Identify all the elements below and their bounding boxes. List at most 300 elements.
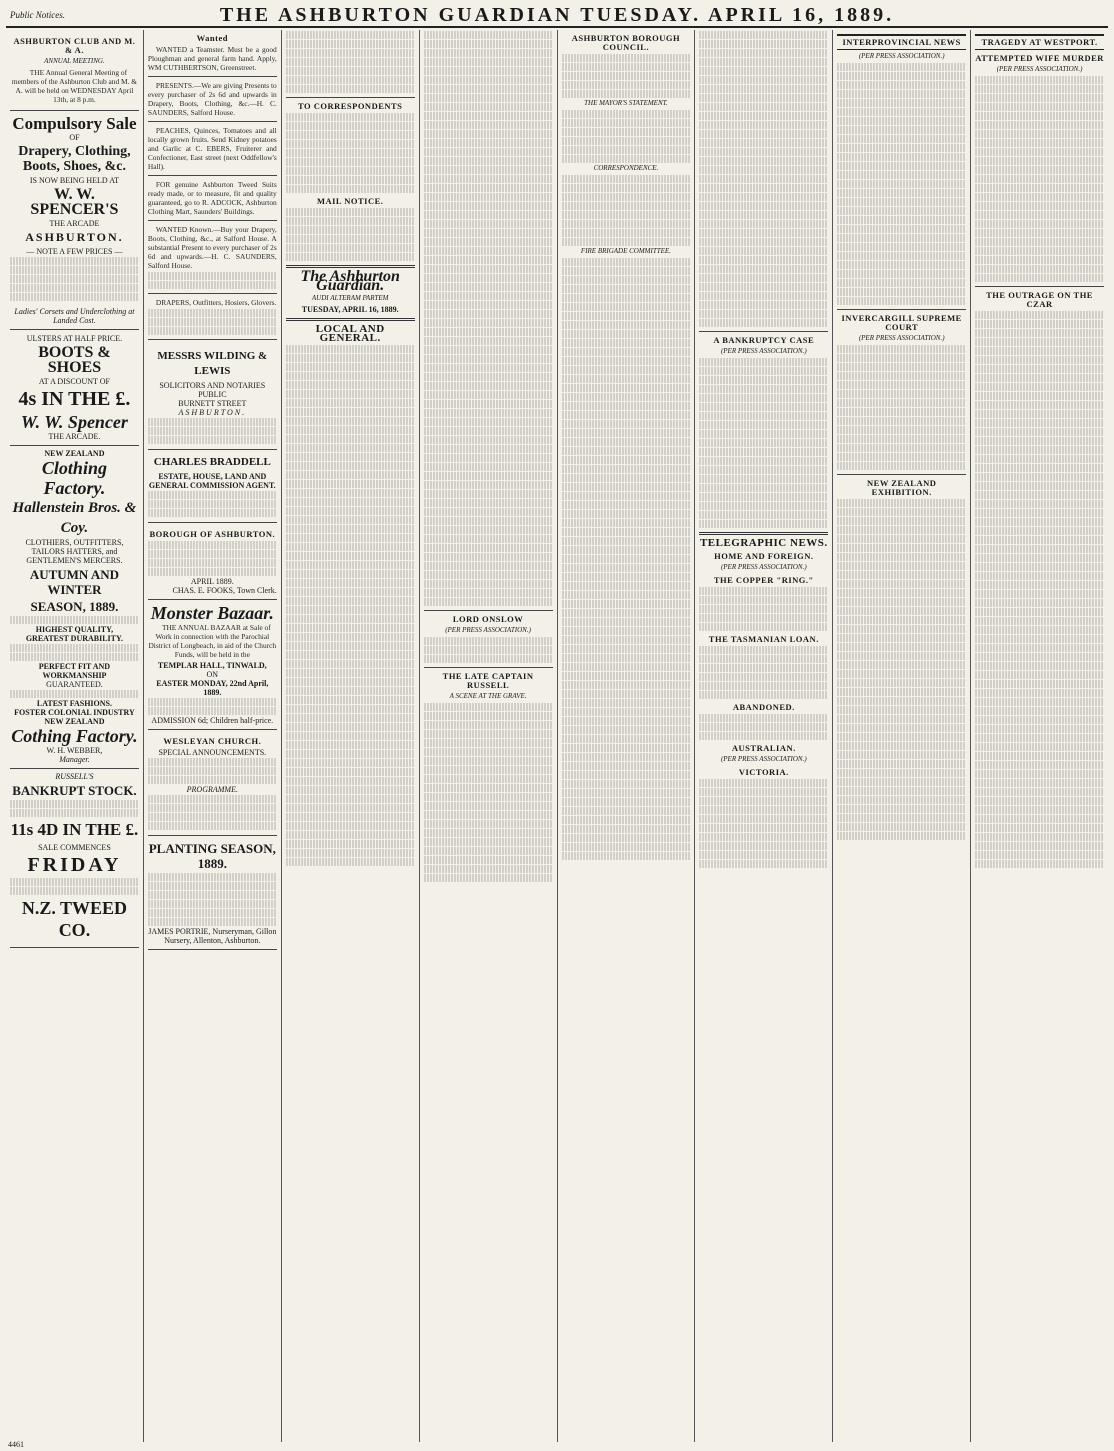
text-block [837,225,966,233]
text-block [286,390,415,398]
column-1 [6,30,144,1442]
column-2 [144,30,282,1442]
text-block [975,761,1104,769]
text-block [562,573,691,581]
date-line: TUESDAY, APRIL 16, 1889. [301,305,399,314]
text-block [148,491,277,499]
text-block [975,491,1104,499]
text-block [424,712,553,720]
text-block [837,562,966,570]
text-block [699,520,828,528]
text-block [699,851,828,859]
text-block [562,771,691,779]
text-block [837,697,966,705]
text-block [562,184,691,192]
text-block [699,655,828,663]
text-block [975,338,1104,346]
text-block [837,408,966,416]
text-block [837,372,966,380]
correspondents-heading: TO CORRESPONDENTS [297,101,403,111]
divider [424,610,553,611]
text-block [699,283,828,291]
wanted-known-ad: WANTED Known.—Buy your Drapery, Boots, Clothing, &c., at Salford House. A substantial Present to every purchaser of 2s 6d and upwards.—H. C. SAUNDERS, Salford House. [147,225,277,270]
text-block [837,189,966,197]
text-block [286,840,415,848]
page-number: 4461 [8,1440,24,1449]
text-block [562,303,691,311]
text-block [837,462,966,470]
text-block [837,417,966,425]
text-block [424,31,553,39]
text-block [286,67,415,75]
text-block [424,238,553,246]
text-block [699,493,828,501]
burnett-street: BURNETT STREET [178,399,247,408]
text-block [562,663,691,671]
text-block [286,804,415,812]
text-block [10,644,139,652]
text-block [562,636,691,644]
text-block [837,345,966,353]
text-block [424,49,553,57]
text-block [286,58,415,66]
text-block [424,211,553,219]
text-block [424,67,553,75]
text-block [699,175,828,183]
latest-fashions: LATEST FASHIONS. [36,699,112,708]
text-block [837,553,966,561]
text-block [975,536,1104,544]
text-block [424,637,553,645]
text-block [562,81,691,89]
borough-notice [148,523,277,600]
text-block [286,705,415,713]
text-block [975,410,1104,418]
nz-line: NEW ZEALAND [44,717,105,726]
text-block [837,252,966,260]
text-block [286,858,415,866]
text-block [286,759,415,767]
text-block [562,546,691,554]
press-association: (PER PRESS ASSOCIATION.) [996,65,1083,73]
text-block [837,162,966,170]
text-block [562,555,691,563]
text-block [699,430,828,438]
text-block [837,724,966,732]
text-block [286,750,415,758]
text-block [286,498,415,506]
text-block [837,117,966,125]
text-block [424,757,553,765]
text-block [837,243,966,251]
text-block [562,825,691,833]
text-block [975,716,1104,724]
text-block [699,448,828,456]
bazaar-ad [148,600,277,730]
text-block [975,581,1104,589]
text-block [562,357,691,365]
text-block [424,526,553,534]
text-block [562,285,691,293]
sale-title: Compulsory Sale [12,114,137,133]
text-block [148,900,277,908]
text-block [286,633,415,641]
text-block [837,435,966,443]
mayors-statement: THE MAYOR'S STATEMENT. [584,99,668,107]
text-block [562,735,691,743]
text-block [975,103,1104,111]
templar-hall: TEMPLAR HALL, TINWALD, [157,661,267,670]
text-block [975,94,1104,102]
text-block [562,90,691,98]
discount-line: AT A DISCOUNT OF [38,377,110,386]
text-block [699,367,828,375]
outrage-czar-heading: THE OUTRAGE ON THE CZAR [986,290,1093,309]
text-block [562,528,691,536]
text-block [837,607,966,615]
text-block [562,146,691,154]
text-block [975,851,1104,859]
text-block [837,81,966,89]
text-block [148,873,277,881]
text-block [699,673,828,681]
text-block [699,779,828,787]
text-block [837,270,966,278]
text-block [837,571,966,579]
text-block [286,696,415,704]
text-block [286,795,415,803]
text-block [837,679,966,687]
text-block [424,481,553,489]
greatest-durability: GREATEST DURABILITY. [25,634,124,643]
text-block [699,511,828,519]
text-block [562,582,691,590]
text-block [975,112,1104,120]
victoria-heading: VICTORIA. [738,767,789,777]
text-block [699,412,828,420]
text-block [975,779,1104,787]
solicitors: SOLICITORS AND NOTARIES PUBLIC [159,381,266,399]
text-block [148,281,277,289]
text-block [562,798,691,806]
text-block [562,501,691,509]
text-block [837,661,966,669]
divider [975,286,1104,287]
monster-bazaar: Monster Bazaar. [150,603,274,623]
text-block [424,847,553,855]
text-block [424,829,553,837]
price-list [10,266,139,274]
text-block [699,310,828,318]
arcade-line: THE ARCADE. [48,432,101,441]
text-block [562,474,691,482]
text-block [699,723,828,731]
text-block [424,721,553,729]
text-block [975,518,1104,526]
text-block [286,597,415,605]
in-the-pound: 11s 4D IN THE £. [10,820,139,839]
text-block [699,682,828,690]
text-block [286,226,415,234]
text-block [699,376,828,384]
masthead [6,4,1108,28]
text-block [562,402,691,410]
text-block [562,155,691,163]
text-block [837,288,966,296]
text-block [837,598,966,606]
text-block [699,31,828,39]
text-block [148,509,277,517]
text-block [286,552,415,560]
text-block [975,689,1104,697]
text-block [837,733,966,741]
text-block [975,725,1104,733]
text-block [975,707,1104,715]
text-block [424,409,553,417]
text-block [424,856,553,864]
clothing-factory: Clothing Factory. [41,458,107,498]
press-association: (PER PRESS ASSOCIATION.) [858,334,945,342]
paper-title: The Ashburton Guardian. [300,268,400,294]
text-block [562,72,691,80]
text-block [148,418,277,426]
text-block [286,408,415,416]
text-block [699,732,828,740]
text-block [562,618,691,626]
text-block [699,184,828,192]
russell: RUSSELL'S [55,772,94,781]
text-block [424,802,553,810]
text-block [562,807,691,815]
text-block [699,842,828,850]
text-block [837,769,966,777]
text-block [562,672,691,680]
text-block [975,815,1104,823]
text-block [699,229,828,237]
text-block [286,660,415,668]
text-block [975,311,1104,319]
divider [837,474,966,475]
text-block [424,274,553,282]
text-block [699,421,828,429]
text-block [699,664,828,672]
text-block [286,507,415,515]
text-block [562,852,691,860]
guaranteed: GUARANTEED. [46,680,103,689]
text-block [699,403,828,411]
text-block [424,571,553,579]
text-block [286,176,415,184]
text-block [286,534,415,542]
text-block [10,616,139,624]
text-block [424,382,553,390]
text-block [975,473,1104,481]
admission: ADMISSION 6d; Children half-price. [151,716,274,725]
divider [837,309,966,310]
text-block [562,654,691,662]
text-block [699,806,828,814]
bankruptcy-heading: A BANKRUPTCY CASE [713,335,815,345]
text-block [837,207,966,215]
text-block [424,184,553,192]
text-block [424,247,553,255]
text-block [286,426,415,434]
text-block [837,153,966,161]
text-block [975,644,1104,652]
text-block [148,436,277,444]
text-block [837,544,966,552]
abandoned-heading: ABANDONED. [732,702,795,712]
text-block [837,63,966,71]
text-block [286,31,415,39]
text-block [975,329,1104,337]
text-block [562,229,691,237]
text-block [975,500,1104,508]
drapers-ad: DRAPERS, Outfitters, Hosiers, Glovers. [155,298,277,307]
wilding-lewis: MESSRS WILDING & LEWIS [157,350,268,377]
text-block [699,40,828,48]
text-block [424,292,553,300]
programme: PROGRAMME. [186,785,238,794]
text-block [975,265,1104,273]
sale-commences: SALE COMMENCES [38,843,111,852]
price-list [10,284,139,292]
text-block [562,366,691,374]
text-block [699,596,828,604]
text-block [699,714,828,722]
text-block [837,517,966,525]
telegraphic-heading: TELEGRAPHIC NEWS. [699,537,828,549]
text-block [424,364,553,372]
clothiers: CLOTHIERS, OUTFITTERS, TAILORS HATTERS, and GENTLEMEN'S MERCERS. [25,538,124,565]
text-block [424,589,553,597]
text-block [562,492,691,500]
on-line: ON [206,670,219,679]
text-block [424,400,553,408]
text-block [837,688,966,696]
text-block [424,103,553,111]
divider [286,318,415,321]
text-block [699,646,828,654]
text-block [424,175,553,183]
text-block [837,90,966,98]
text-block [424,445,553,453]
text-block [837,444,966,452]
text-block [148,559,277,567]
text-block [562,834,691,842]
planting-season: PLANTING SEASON, 1889. [148,841,276,871]
text-block [975,392,1104,400]
text-block [286,381,415,389]
text-block [562,600,691,608]
text-block [837,261,966,269]
column-3 [282,30,420,1442]
text-block [424,553,553,561]
divider [148,76,277,77]
text-block [699,788,828,796]
text-block [837,135,966,143]
text-block [562,843,691,851]
braddell-name: CHARLES BRADDELL [153,456,271,468]
sale-name: W. W. SPENCER'S [30,186,119,218]
text-block [148,891,277,899]
text-block [424,436,553,444]
text-block [699,457,828,465]
text-block [562,384,691,392]
text-block [148,327,277,335]
text-block [562,447,691,455]
text-block [562,708,691,716]
spencer-name: W. W. Spencer [20,412,128,432]
text-block [562,276,691,284]
text-block [562,312,691,320]
column-8 [971,30,1108,1442]
text-block [286,235,415,243]
borough-council-heading: ASHBURTON BOROUGH COUNCIL. [571,33,681,52]
text-block [699,691,828,699]
text-block [562,726,691,734]
divider [699,532,828,535]
tweed-suits-ad: FOR genuine Ashburton Tweed Suits ready made, or to measure, fit and quality guaranteed, go to R. ADCOCK, Ashburton Clothing Mart, Saunders' Buildings. [147,180,277,216]
text-block [699,623,828,631]
text-block [975,545,1104,553]
text-block [286,122,415,130]
text-block [975,590,1104,598]
text-block [148,272,277,280]
text-block [975,130,1104,138]
text-block [837,832,966,840]
text-block [562,294,691,302]
text-block [975,734,1104,742]
text-block [562,699,691,707]
text-block [562,465,691,473]
text-block [699,67,828,75]
text-block [286,158,415,166]
text-block [148,804,277,812]
text-block [424,301,553,309]
text-block [975,608,1104,616]
text-block [975,455,1104,463]
text-block [699,475,828,483]
text-block [699,58,828,66]
text-block [975,274,1104,282]
text-block [148,568,277,576]
text-block [286,217,415,225]
text-block [975,211,1104,219]
text-block [424,820,553,828]
text-block [286,543,415,551]
text-block [286,678,415,686]
text-block [699,358,828,366]
divider [148,175,277,176]
text-block [10,653,139,661]
webber: W. H. WEBBER, [46,746,103,755]
text-block [424,310,553,318]
text-block [699,385,828,393]
text-block [424,76,553,84]
text-block [975,175,1104,183]
text-block [286,588,415,596]
text-block [975,365,1104,373]
text-block [424,580,553,588]
text-block [286,777,415,785]
text-block [286,167,415,175]
text-block [286,208,415,216]
text-block [837,760,966,768]
lord-onslow-heading: LORD ONSLOW [452,614,524,624]
text-block [424,598,553,606]
text-block [837,297,966,305]
